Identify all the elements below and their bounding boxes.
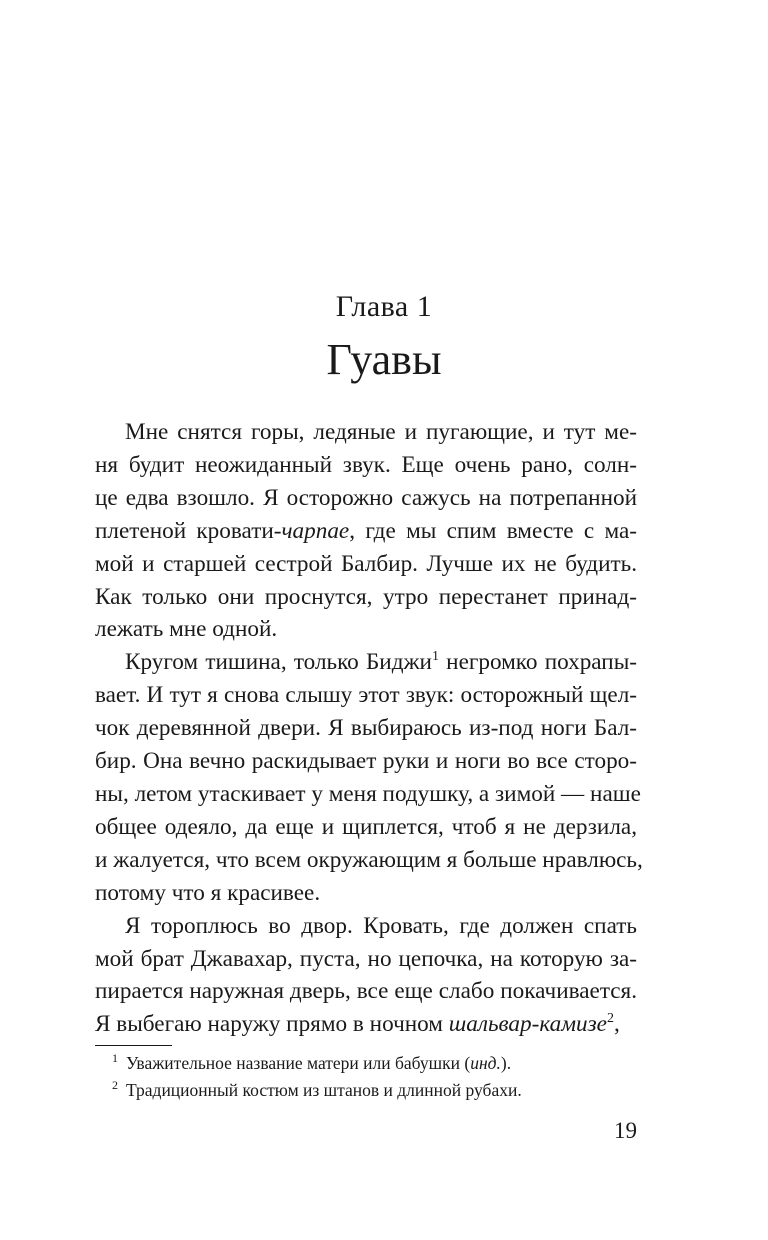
text-segment: вает. И тут я снова слышу этот звук: осторожный щел- bbox=[95, 682, 637, 709]
text-line bbox=[95, 943, 637, 976]
text-segment: чок деревянной двери. Я выбираюсь из-под ноги Бал- bbox=[95, 715, 637, 742]
text-segment: мой и старшей сестрой Балбир. Лучше их не будить. bbox=[95, 550, 637, 577]
italic-term: шальвар-камизе bbox=[448, 1011, 607, 1038]
footnotes bbox=[95, 1050, 637, 1104]
text-segment: и жалуется, что всем окружающим я больше нравлюсь, bbox=[95, 846, 643, 873]
text-segment: пирается наружная дверь, все еще слабо покачивается. bbox=[95, 978, 637, 1005]
text-segment: мой брат Джавахар, пуста, но цепочка, на которую за- bbox=[95, 945, 637, 972]
text-line bbox=[95, 548, 637, 581]
text-segment: потому что я красивее. bbox=[95, 879, 321, 906]
footnote-text: Уважительное название матери или бабушки ( bbox=[126, 1053, 471, 1073]
text-line bbox=[95, 745, 637, 778]
text-line bbox=[95, 416, 637, 449]
text-line bbox=[95, 646, 637, 679]
text-line bbox=[95, 877, 637, 910]
page-number: 19 bbox=[614, 1118, 637, 1143]
text-line bbox=[95, 449, 637, 482]
text-segment: негромко похрапы- bbox=[438, 649, 637, 676]
text-line bbox=[95, 910, 637, 943]
footnote-number: 1 bbox=[112, 1051, 118, 1065]
text-line bbox=[95, 975, 637, 1008]
italic-term: инд. bbox=[470, 1053, 501, 1073]
text-segment: це едва взошло. Я осторожно сажусь на потрепанной bbox=[95, 484, 637, 511]
text-line bbox=[95, 482, 637, 515]
text-segment: Я выбегаю наружу прямо в ночном bbox=[95, 1011, 449, 1038]
text-segment: плетеной кровати- bbox=[95, 517, 282, 544]
text-segment: ня будит неожиданный звук. Еще очень рано, солн- bbox=[95, 451, 637, 478]
footnote bbox=[95, 1050, 637, 1077]
text-line bbox=[95, 679, 637, 712]
text-line bbox=[95, 1008, 637, 1041]
text-segment: общее одеяло, да еще и щиплется, чтоб я не дерзила, bbox=[95, 813, 637, 840]
footnote-text: Традиционный костюм из штанов и длинной рубахи. bbox=[126, 1080, 522, 1100]
text-line bbox=[95, 712, 637, 745]
chapter-title: Гуавы bbox=[326, 335, 442, 384]
footnote bbox=[95, 1077, 637, 1104]
text-line bbox=[95, 844, 643, 877]
text-segment: Кругом тишина, только Биджи bbox=[125, 649, 432, 676]
text-segment: Как только они проснутся, утро перестанет принад- bbox=[95, 583, 637, 610]
text-line bbox=[95, 778, 641, 811]
chapter-label: Глава 1 bbox=[335, 290, 433, 323]
text-segment: ны, летом утаскивает у меня подушку, а зимой — наше bbox=[95, 780, 641, 807]
footnote-marker: 2 bbox=[606, 1011, 614, 1027]
text-segment: , bbox=[613, 1011, 620, 1038]
footnote-marker: 1 bbox=[431, 649, 439, 665]
body-text bbox=[95, 416, 643, 1041]
footnote-text: ). bbox=[500, 1053, 512, 1073]
text-line bbox=[95, 811, 637, 844]
text-segment: Мне снятся горы, ледяные и пугающие, и тут ме- bbox=[125, 419, 637, 445]
text-segment: Я тороплюсь во двор. Кровать, где должен спать bbox=[125, 912, 637, 939]
text-segment: бир. Она вечно раскидывает руки и ноги во все сторо- bbox=[95, 748, 637, 775]
italic-term: чарпае bbox=[281, 517, 350, 544]
text-line bbox=[95, 581, 637, 614]
text-line bbox=[95, 613, 637, 646]
footnote-number: 2 bbox=[112, 1078, 118, 1092]
text-segment: лежать мне одной. bbox=[95, 616, 278, 643]
text-segment: , где мы спим вместе с ма- bbox=[349, 517, 637, 544]
footnote-divider bbox=[95, 1045, 172, 1046]
text-line bbox=[95, 515, 637, 548]
